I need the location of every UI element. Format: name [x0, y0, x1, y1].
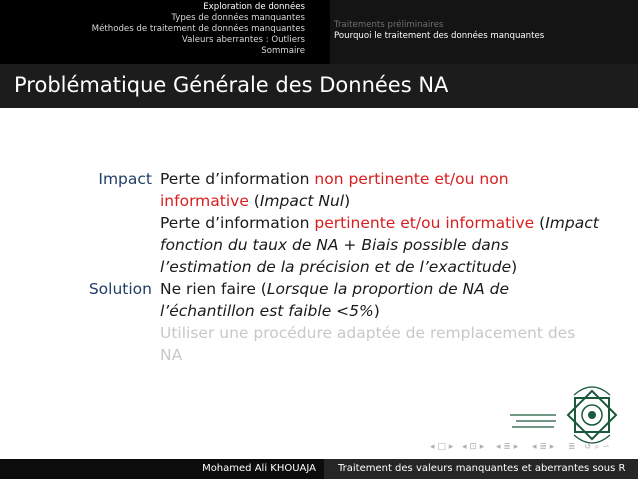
footer-title: Traitement des valeurs manquantes et aberrantes sous R	[338, 463, 626, 474]
logo-emblem	[568, 391, 616, 439]
search-icon[interactable]: ↺ ⌕ ∽	[584, 442, 610, 452]
solution-paragraph-1	[160, 278, 600, 322]
impact-p1-close: )	[344, 192, 351, 210]
slide-content	[0, 168, 638, 366]
nav-section-summary[interactable]: Sommaire	[261, 46, 305, 56]
nav-subsection-preliminary[interactable]: Traitements préliminaires	[334, 20, 444, 30]
impact-description	[160, 168, 600, 278]
footer-bar	[0, 459, 638, 479]
solution-p1-text: Ne rien faire (	[160, 280, 267, 298]
nav-section-outliers[interactable]: Valeurs aberrantes : Outliers	[181, 35, 305, 45]
frame-title-bar	[0, 64, 638, 108]
section-nav-icon[interactable]: ◂ ≣ ▸	[496, 442, 519, 452]
solution-p1-close: )	[373, 302, 380, 320]
page-title: Problématique Générale des Données NA	[14, 73, 449, 97]
impact-p2-note: Impact fonction du taux de NA + Biais possible dans l’estimation de la précision et de l’exactitude	[160, 214, 599, 276]
section-nav-icon-2[interactable]: ◂ ≣ ▸	[532, 442, 555, 452]
top-navigation-bar	[0, 0, 638, 64]
logo-arabic-text-lines	[510, 415, 556, 427]
impact-row	[0, 168, 638, 278]
impact-p1-open: (	[248, 192, 260, 210]
footer-author: Mohamed Ali KHOUAJA	[202, 463, 316, 474]
nav-subsection-why[interactable]: Pourquoi le traitement des données manquantes	[334, 31, 545, 41]
footer-author-box	[0, 459, 324, 479]
impact-paragraph-1	[160, 168, 600, 212]
nav-section-types[interactable]: Types de données manquantes	[171, 13, 305, 23]
impact-p1-highlight: non pertinente et/ou non informative	[160, 170, 509, 210]
solution-p1-note: Lorsque la proportion de NA de l’échantillon est faible <5%	[160, 280, 510, 320]
institution-logo	[508, 385, 628, 445]
footer-title-box	[324, 459, 638, 479]
subsection-navigation	[330, 0, 638, 64]
align-icon[interactable]: ≣	[568, 442, 576, 452]
subsection-nav-icon[interactable]: ◂ ⊡ ▸	[462, 442, 485, 452]
impact-p1-note: Impact Nul	[259, 192, 345, 210]
nav-section-exploration[interactable]: Exploration de données	[203, 2, 305, 12]
solution-description	[160, 278, 600, 366]
impact-label: Impact	[98, 170, 152, 188]
nav-section-methods[interactable]: Méthodes de traitement de données manquantes	[91, 24, 305, 34]
frame-nav-icon[interactable]: ◂ □ ▸	[430, 442, 454, 452]
impact-p1-text: Perte d’information	[160, 170, 315, 188]
impact-p2-text: Perte d’information	[160, 214, 315, 232]
impact-p2-close: )	[511, 258, 518, 276]
impact-paragraph-2	[160, 212, 600, 278]
solution-label: Solution	[88, 280, 152, 298]
solution-row	[0, 278, 638, 366]
impact-p2-open: (	[534, 214, 546, 232]
section-navigation	[0, 2, 317, 57]
impact-p2-highlight: pertinente et/ou informative	[314, 214, 535, 232]
solution-paragraph-2: Utiliser une procédure adaptée de remplacement des NA	[160, 324, 576, 364]
